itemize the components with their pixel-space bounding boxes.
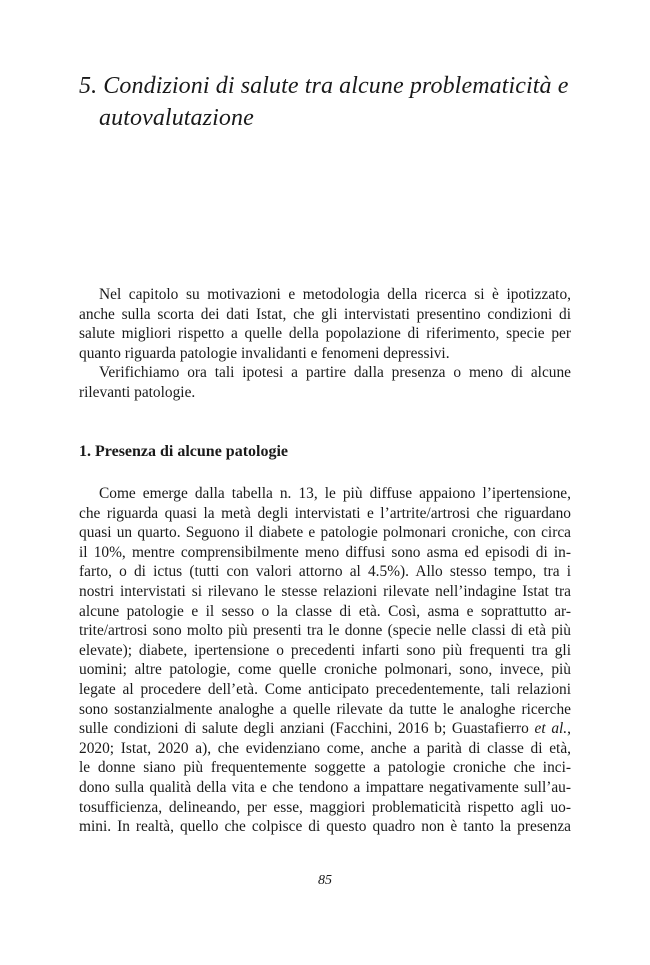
text-line-with-citation	[79, 719, 571, 739]
citation-comma: ,	[567, 720, 571, 738]
text-line: farto, o di ictus (tutti con valori attorno al 4.5%). Allo stesso tempo, tra i	[79, 563, 571, 581]
text-line: anche sulla scorta dei dati Istat, che gli intervistati presentino condizioni di	[79, 305, 571, 323]
et-al-italic: et al.	[534, 720, 568, 738]
text-line: che riguarda quasi la metà degli intervistati e l’artrite/artrosi che riguardano	[79, 504, 571, 522]
text-line: quasi un quarto. Seguono il diabete e patologie polmonari croniche, con circa	[79, 524, 571, 542]
text-line: alcune patologie e il sesso o la classe di età. Così, asma e soprattutto ar-	[79, 602, 571, 620]
text-line: Come emerge dalla tabella n. 13, le più diffuse appaiono l’ipertensione,	[99, 485, 571, 502]
text-line: legate al procedere dell’età. Come anticipato precedentemente, tali relazioni	[79, 680, 571, 698]
text-line: Nel capitolo su motivazioni e metodologia della ricerca si è ipotizzato,	[99, 286, 571, 303]
text-line: dono sulla qualità della vita e che tendono a impattare negativamente sull’au-	[79, 778, 571, 796]
chapter-title-line-1: 5. Condizioni di salute tra alcune problematicità e	[79, 73, 569, 99]
text-line: rilevanti patologie.	[79, 383, 196, 401]
body-paragraph	[79, 484, 571, 837]
chapter-title	[79, 70, 599, 134]
section-heading: 1. Presenza di alcune patologie	[79, 443, 289, 460]
text-line: trite/artrosi sono molto più presenti tra le donne (specie nelle classi di età più	[79, 622, 571, 640]
text-line: nostri intervistati si rilevano le stesse relazioni rilevate nell’indagine Istat tra	[79, 582, 571, 600]
text-line: uomini; altre patologie, come quelle croniche polmonari, sono, invece, più	[79, 661, 571, 679]
chapter-title-line-2: autovalutazione	[99, 105, 254, 131]
text-line: tosufficienza, delineando, per esse, maggiori problematicità rispetto agli uo-	[79, 798, 571, 816]
text-line: sono sostanzialmente analoghe a quelle rilevate da tutte le analoghe ricerche	[79, 700, 571, 718]
text-line: elevate); diabete, ipertensione o precedenti infarti sono più frequenti tra gli	[79, 641, 571, 659]
text-line: mini. In realtà, quello che colpisce di questo quadro non è tanto la presenza	[79, 818, 571, 836]
page-number: 85	[318, 873, 332, 888]
text-line: salute migliori rispetto a quelle della popolazione di riferimento, specie per	[79, 325, 571, 343]
text-line: il 10%, mentre comprensibilmente meno diffusi sono asma ed episodi di in-	[79, 543, 571, 561]
text-line: quanto riguarda patologie invalidanti e fenomeni depressivi.	[79, 344, 450, 362]
intro-paragraph	[79, 285, 571, 403]
text-line: Verifichiamo ora tali ipotesi a partire dalla presenza o meno di alcune	[99, 364, 571, 382]
text-line: 2020; Istat, 2020 a), che evidenziano come, anche a parità di classe di età,	[79, 739, 571, 757]
citation-text: sulle condizioni di salute degli anziani (Facchini, 2016 b; Guastafierro	[79, 720, 535, 738]
text-line: le donne siano più frequentemente soggette a patologie croniche che inci-	[79, 759, 571, 777]
